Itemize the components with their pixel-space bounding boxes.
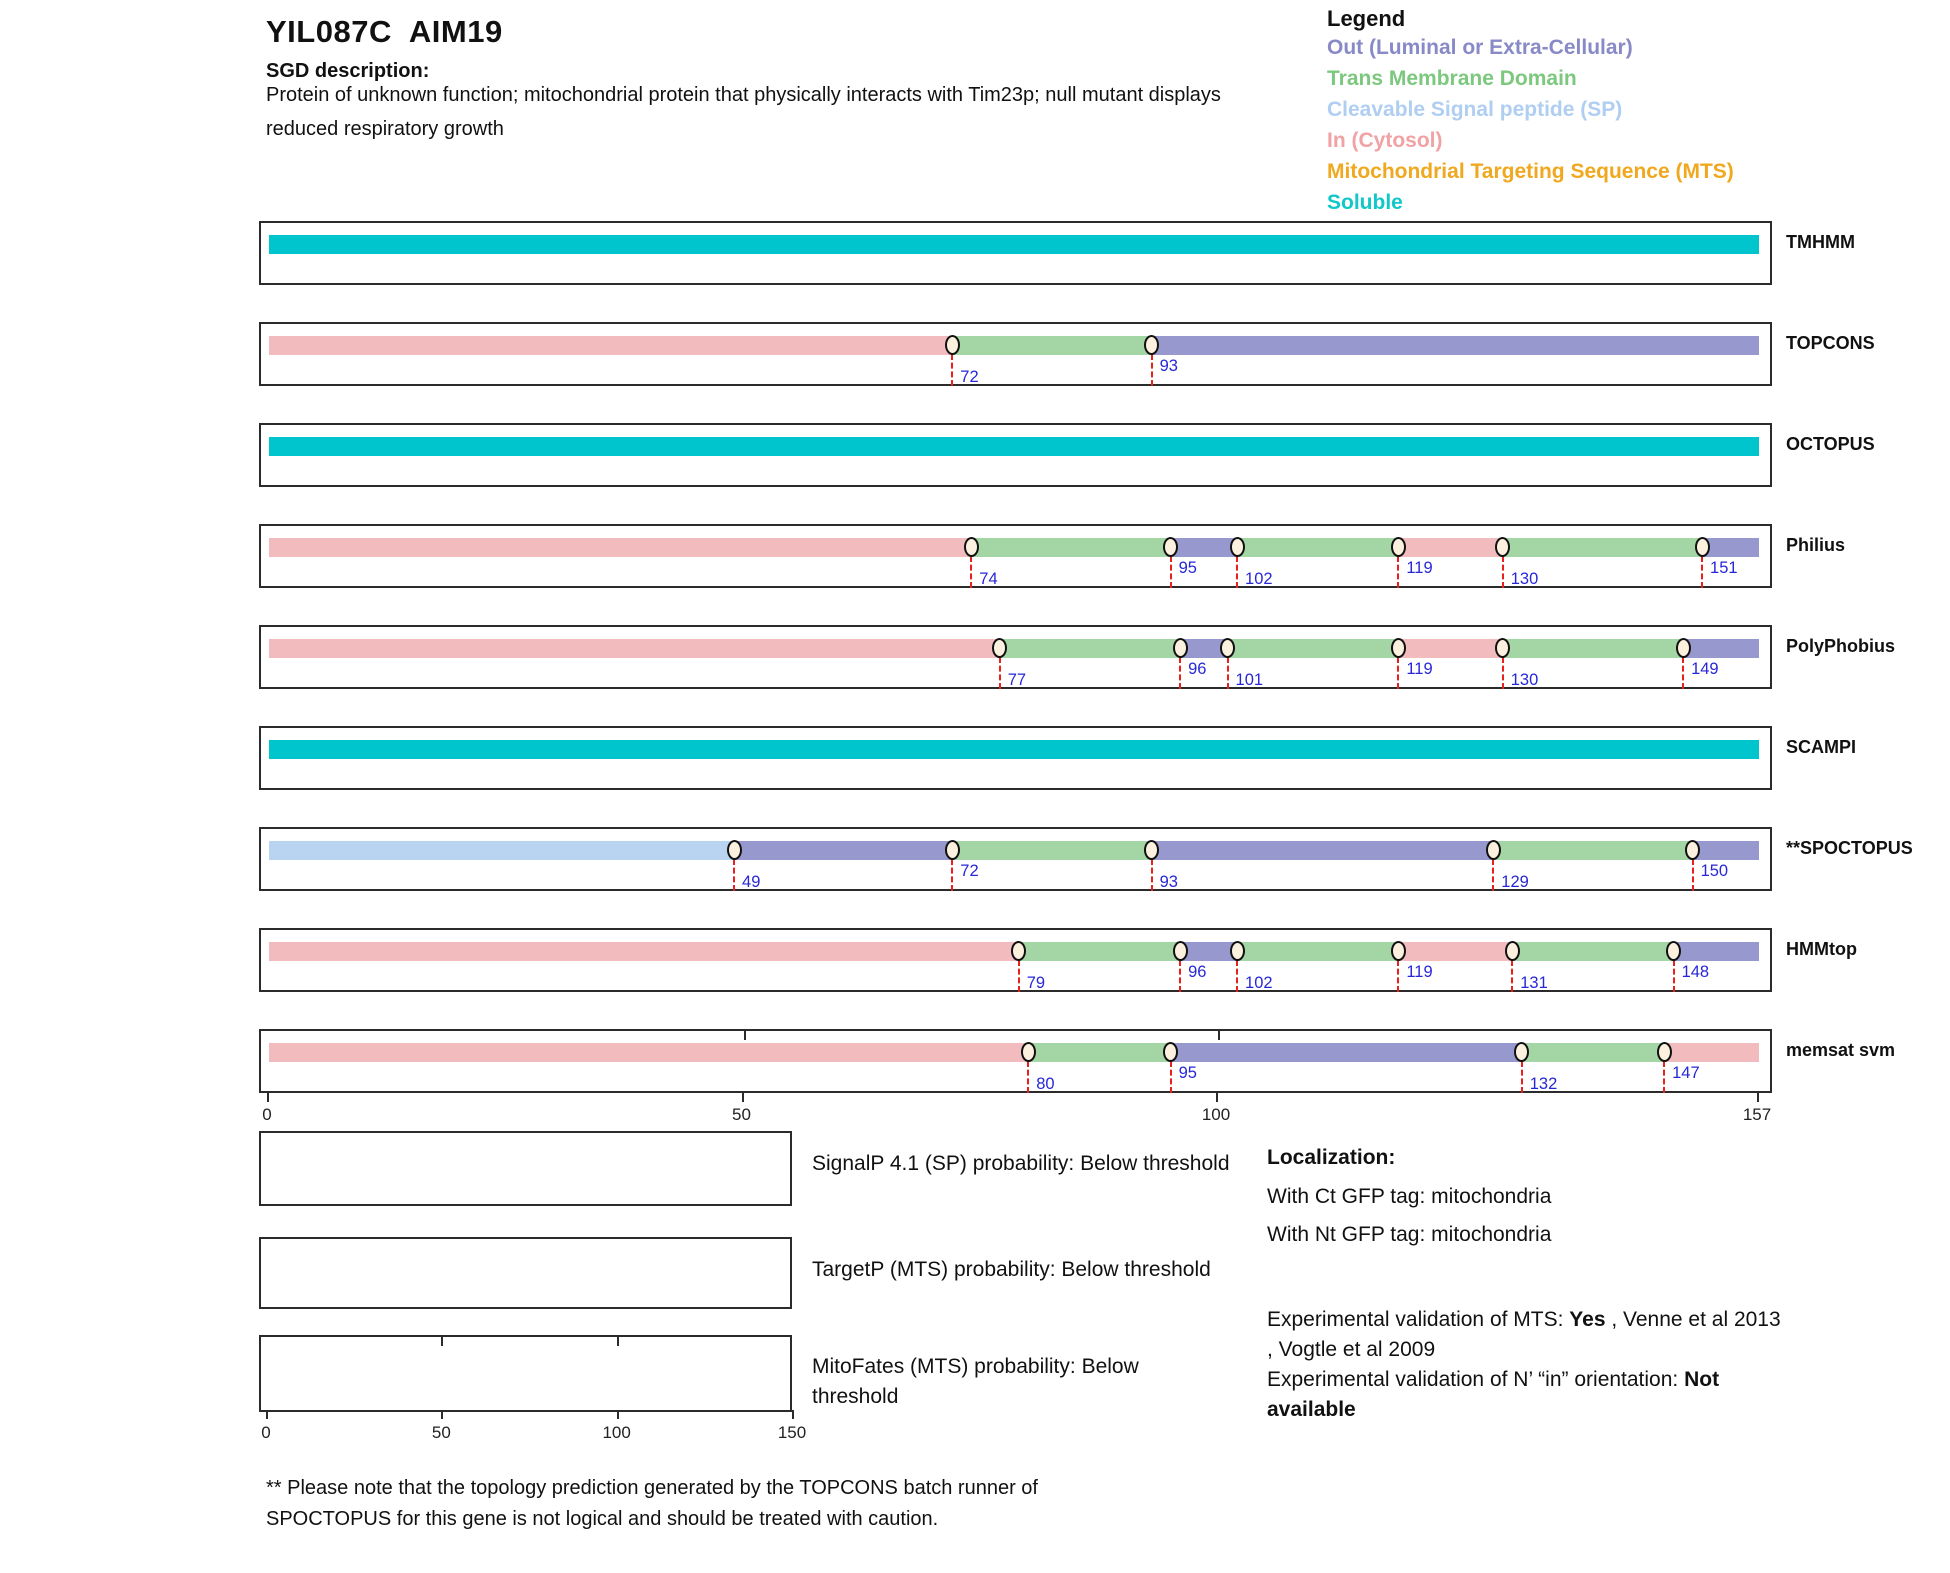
boundary-marker-dot: [1230, 941, 1245, 961]
boundary-marker-dot: [1391, 941, 1406, 961]
boundary-position-label: 72: [960, 862, 979, 880]
segment-in: [1398, 639, 1502, 658]
legend-title: Legend: [1327, 6, 1406, 31]
sgd-description-line1: Protein of unknown function; mitochondrial protein that physically interacts with Tim23p; null mutant displays: [266, 84, 1221, 106]
signalp-panel-box: [259, 1131, 792, 1206]
boundary-position-label: 96: [1188, 660, 1207, 678]
boundary-position-label: 93: [1159, 873, 1178, 891]
boundary-dash-line: [1170, 556, 1172, 588]
boundary-marker-dot: [1666, 941, 1681, 961]
segment-in: [269, 639, 1000, 658]
sgd-description-line2: reduced respiratory growth: [266, 118, 504, 140]
track-box-topcons: [259, 322, 1772, 386]
boundary-dash-line: [970, 556, 972, 588]
segment-out: [1180, 942, 1237, 961]
segment-out: [1674, 942, 1759, 961]
boundary-dash-line: [1502, 657, 1504, 689]
boundary-marker-dot: [964, 537, 979, 557]
segment-in: [269, 336, 952, 355]
boundary-position-label: 74: [979, 570, 998, 588]
track-box-philius: [259, 524, 1772, 588]
mitofates-top-tick: [617, 1337, 619, 1346]
track-label-philius: Philius: [1786, 535, 1846, 555]
boundary-dash-line: [1179, 657, 1181, 689]
mitofates-axis-tick: [266, 1410, 268, 1419]
boundary-dash-line: [1521, 1061, 1523, 1093]
segment-out: [1693, 841, 1759, 860]
sequence-axis-tick-label: 157: [1742, 1105, 1772, 1124]
track-box-polyphobius: [259, 625, 1772, 689]
boundary-marker-dot: [1163, 537, 1178, 557]
sequence-axis-tick: [1757, 1093, 1759, 1102]
sequence-axis-tick-label: 50: [732, 1105, 751, 1124]
boundary-dash-line: [1511, 960, 1513, 992]
segment-tm: [1237, 538, 1398, 557]
boundary-dash-line: [1227, 657, 1229, 689]
segment-out: [1171, 538, 1237, 557]
segment-tm: [971, 538, 1170, 557]
segment-out: [1683, 639, 1759, 658]
boundary-dash-line: [951, 859, 953, 891]
footnote-line2: SPOCTOPUS for this gene is not logical and should be treated with caution.: [266, 1508, 939, 1530]
boundary-marker-dot: [1021, 1042, 1036, 1062]
segment-out: [734, 841, 952, 860]
validation-mts-ref2: , Vogtle et al 2009: [1267, 1338, 1436, 1361]
boundary-position-label: 151: [1710, 559, 1738, 577]
segment-tm: [1000, 639, 1180, 658]
mitofates-axis-tick: [792, 1410, 794, 1419]
legend-item-mts: Mitochondrial Targeting Sequence (MTS): [1327, 160, 1734, 183]
segment-tm: [1512, 942, 1673, 961]
boundary-position-label: 119: [1406, 660, 1433, 678]
segment-in: [269, 1043, 1028, 1062]
segment-in: [269, 942, 1019, 961]
segment-tm: [952, 336, 1151, 355]
boundary-dash-line: [999, 657, 1001, 689]
boundary-position-label: 101: [1235, 671, 1264, 689]
legend-item-out: Out (Luminal or Extra-Cellular): [1327, 36, 1633, 59]
page-title: YIL087C AIM19: [266, 14, 503, 49]
experimental-validation: [1267, 1305, 1781, 1425]
boundary-dash-line: [1018, 960, 1020, 992]
mitofates-axis-tick: [617, 1410, 619, 1419]
track-label-topcons: TOPCONS: [1786, 333, 1875, 353]
boundary-marker-dot: [1657, 1042, 1672, 1062]
mitofates-axis-tick-label: 100: [602, 1423, 631, 1442]
boundary-position-label: 93: [1159, 357, 1178, 375]
validation-orientation-value2: available: [1267, 1398, 1356, 1421]
boundary-marker-dot: [1220, 638, 1235, 658]
segment-in: [1398, 942, 1512, 961]
boundary-position-label: 150: [1700, 862, 1729, 880]
boundary-position-label: 79: [1026, 974, 1046, 992]
track-label--spoctopus: **SPOCTOPUS: [1786, 838, 1913, 858]
boundary-dash-line: [1692, 859, 1694, 891]
boundary-dash-line: [1682, 657, 1684, 689]
boundary-marker-dot: [1486, 840, 1501, 860]
track-box-octopus: [259, 423, 1772, 487]
boundary-position-label: 130: [1510, 671, 1539, 689]
boundary-dash-line: [1397, 960, 1399, 992]
boundary-marker-dot: [1173, 941, 1188, 961]
sequence-axis-tick: [1216, 1093, 1218, 1102]
targetp-panel-label: TargetP (MTS) probability: Below threshold: [812, 1258, 1211, 1281]
footnote: [266, 1473, 1038, 1535]
track-label-tmhmm: TMHMM: [1786, 232, 1855, 252]
boundary-marker-dot: [1391, 638, 1406, 658]
validation-orientation-pre: Experimental validation of N’ “in” orientation:: [1267, 1368, 1685, 1391]
boundary-dash-line: [1151, 354, 1153, 386]
boundary-marker-dot: [1173, 638, 1188, 658]
segment-tm: [1522, 1043, 1664, 1062]
boundary-position-label: 102: [1245, 974, 1273, 992]
track-label-octopus: OCTOPUS: [1786, 434, 1875, 454]
boundary-marker-dot: [1505, 941, 1520, 961]
track-box-memsat-svm: [259, 1029, 1772, 1093]
targetp-panel-box: [259, 1237, 792, 1309]
segment-tm: [952, 841, 1151, 860]
boundary-position-label: 80: [1036, 1075, 1055, 1093]
sequence-axis-tick-label: 0: [262, 1105, 272, 1124]
boundary-position-label: 129: [1501, 873, 1529, 891]
segment-out: [1171, 1043, 1522, 1062]
track-box-tmhmm: [259, 221, 1772, 285]
legend: [1327, 6, 1734, 218]
track-label-hmmtop: HMMtop: [1786, 939, 1857, 959]
legend-item-in: In (Cytosol): [1327, 129, 1443, 152]
segment-tm: [1228, 639, 1399, 658]
boundary-marker-dot: [1676, 638, 1691, 658]
boundary-position-label: 102: [1245, 570, 1273, 588]
sequence-axis-tick-label: 100: [1201, 1105, 1231, 1124]
legend-item-soluble: Soluble: [1327, 191, 1403, 214]
track-label-polyphobius: PolyPhobius: [1786, 636, 1896, 656]
boundary-dash-line: [1701, 556, 1703, 588]
legend-item-sp: Cleavable Signal peptide (SP): [1327, 98, 1623, 121]
track-box-hmmtop: [259, 928, 1772, 992]
signalp-panel-label: SignalP 4.1 (SP) probability: Below threshold: [812, 1152, 1230, 1175]
segment-in: [269, 538, 971, 557]
boundary-marker-dot: [945, 335, 960, 355]
boundary-dash-line: [1027, 1061, 1029, 1093]
validation-orientation-line: [1267, 1365, 1781, 1395]
segment-tm: [1019, 942, 1180, 961]
boundary-marker-dot: [1695, 537, 1710, 557]
boundary-position-label: 149: [1691, 660, 1719, 678]
validation-mts-ref: , Venne et al 2013: [1605, 1308, 1781, 1331]
localization-ct-line: With Ct GFP tag: mitochondria: [1267, 1185, 1552, 1208]
boundary-dash-line: [1492, 859, 1494, 891]
mitofates-axis-tick: [441, 1410, 443, 1419]
mitofates-axis-tick-label: 150: [777, 1423, 807, 1442]
boundary-dash-line: [1170, 1061, 1172, 1093]
boundary-dash-line: [733, 859, 735, 891]
boundary-marker-dot: [727, 840, 742, 860]
boundary-marker-dot: [1163, 1042, 1178, 1062]
segment-out: [1702, 538, 1759, 557]
localization-title: Localization:: [1267, 1146, 1396, 1169]
boundary-position-label: 147: [1672, 1064, 1700, 1082]
segment-tm: [1503, 639, 1683, 658]
boundary-position-label: 95: [1178, 1064, 1197, 1082]
localization-nt-line: With Nt GFP tag: mitochondria: [1267, 1223, 1552, 1246]
axis-top-tick: [744, 1031, 746, 1040]
boundary-position-label: 72: [960, 368, 979, 386]
validation-mts-line: [1267, 1305, 1781, 1335]
boundary-dash-line: [1236, 960, 1238, 992]
validation-orientation-value: Not: [1684, 1368, 1720, 1391]
segment-out: [1152, 841, 1494, 860]
boundary-position-label: 119: [1406, 963, 1433, 981]
boundary-position-label: 77: [1007, 671, 1027, 689]
boundary-marker-dot: [1685, 840, 1700, 860]
segment-tm: [1028, 1043, 1170, 1062]
track-box--spoctopus: [259, 827, 1772, 891]
validation-mts-pre: Experimental validation of MTS:: [1267, 1308, 1570, 1331]
boundary-position-label: 95: [1178, 559, 1197, 577]
boundary-dash-line: [1179, 960, 1181, 992]
footnote-line1: ** Please note that the topology prediction generated by the TOPCONS batch runner of: [266, 1477, 1038, 1499]
segment-soluble: [269, 740, 1759, 759]
segment-in: [1398, 538, 1502, 557]
boundary-marker-dot: [1230, 537, 1245, 557]
segment-soluble: [269, 437, 1759, 456]
boundary-position-label: 132: [1529, 1075, 1558, 1093]
boundary-dash-line: [1502, 556, 1504, 588]
track-label-scampi: SCAMPI: [1786, 737, 1857, 757]
boundary-dash-line: [951, 354, 953, 386]
axis-top-tick: [1218, 1031, 1220, 1040]
boundary-position-label: 49: [742, 873, 761, 891]
mitofates-axis-tick-label: 0: [261, 1423, 271, 1442]
legend-items: [1327, 32, 1734, 218]
mitofates-panel-label: MitoFates (MTS) probability: Below threshold: [812, 1355, 1139, 1408]
boundary-dash-line: [1663, 1061, 1665, 1093]
segment-out: [1152, 336, 1759, 355]
boundary-dash-line: [1397, 657, 1399, 689]
mitofates-panel-box: [259, 1335, 807, 1442]
segment-soluble: [269, 235, 1759, 254]
mitofates-axis-tick-label: 50: [431, 1423, 451, 1442]
boundary-dash-line: [1673, 960, 1675, 992]
boundary-position-label: 119: [1406, 559, 1433, 577]
sequence-axis-tick: [742, 1093, 744, 1102]
boundary-dash-line: [1397, 556, 1399, 588]
boundary-position-label: 148: [1681, 963, 1710, 981]
sgd-description-label: SGD description:: [266, 60, 430, 82]
segment-tm: [1237, 942, 1398, 961]
boundary-position-label: 131: [1520, 974, 1548, 992]
track-box-scampi: [259, 726, 1772, 790]
segment-in: [1664, 1043, 1759, 1062]
boundary-dash-line: [1236, 556, 1238, 588]
boundary-marker-dot: [1391, 537, 1406, 557]
validation-mts-value: Yes: [1569, 1308, 1606, 1331]
segment-tm: [1493, 841, 1692, 860]
boundary-position-label: 96: [1188, 963, 1207, 981]
boundary-position-label: 130: [1510, 570, 1539, 588]
track-label-memsat-svm: memsat svm: [1786, 1040, 1896, 1060]
segment-sp: [269, 841, 734, 860]
segment-tm: [1503, 538, 1702, 557]
sequence-axis-tick: [267, 1093, 269, 1102]
boundary-marker-dot: [945, 840, 960, 860]
boundary-dash-line: [1151, 859, 1153, 891]
legend-item-tm: Trans Membrane Domain: [1327, 67, 1577, 90]
mitofates-top-tick: [441, 1337, 443, 1346]
